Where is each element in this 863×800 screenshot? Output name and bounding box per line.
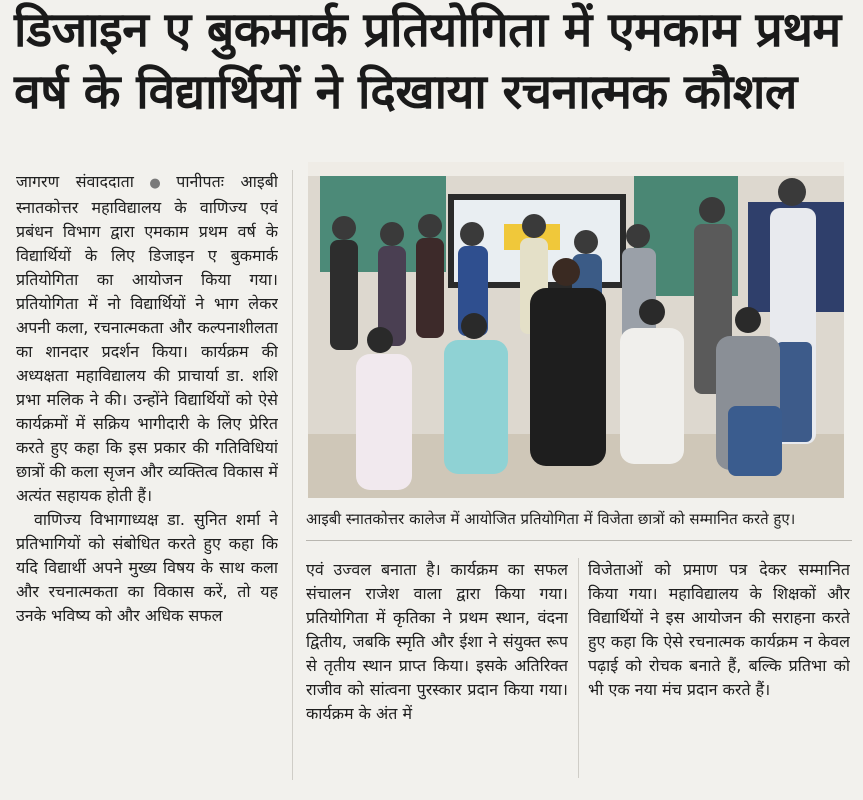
column-divider [292, 170, 293, 780]
article-column-right: विजेताओं को प्रमाण पत्र देकर सम्मानित किया गया। महाविद्यालय के शिक्षकों और विद्यार्थियों ने इस आयोजन की सराहना करते हुए कहा कि ऐसे रचनात्मक कार्यक्रम न केवल पढ़ाई को रोचक बनाते हैं, बल्कि प्रतिभा को भी एक नया मंच प्रदान करते हैं। [588, 560, 850, 699]
photo-caption: आइबी स्नातकोत्तर कालेज में आयोजित प्रतियोगिता में विजेता छात्रों को सम्मानित करते हुए। [306, 510, 796, 528]
article-paragraph-1 [16, 170, 278, 508]
byline-reporter: जागरण संवाददाता [16, 172, 134, 191]
caption-divider [306, 540, 852, 541]
byline-place: पानीपतः [176, 172, 224, 191]
group-photo-illustration [308, 162, 844, 498]
article-paragraph-2: वाणिज्य विभागाध्यक्ष डा. सुनित शर्मा ने प्रतिभागियों को संबोधित करते हुए कहा कि यदि विद्यार्थी अपने मुख्य विषय के साथ कला और रचनात्मकता का विकास करें, तो यह उनके भविष्य को और अधिक सफल [16, 510, 278, 625]
headline-line-1: डिजाइन ए बुकमार्क प्रतियोगिता में एमकाम प्रथम [14, 2, 841, 58]
article-photo [308, 162, 844, 498]
article-column-left [16, 170, 278, 780]
column-divider-2 [578, 558, 579, 778]
article-column-middle: एवं उज्वल बनाता है। कार्यक्रम का सफल संचालन राजेश वाला द्वारा किया गया। प्रतियोगिता में कृतिका ने प्रथम स्थान, वंदना द्वितीय, जबकि स्मृति और ईशा ने संयुक्त रूप से तृतीय स्थान प्राप्त किया। इसके अतिरिक्त राजीव को सांत्वना पुरस्कार प्रदान किया गया। कार्यक्रम के अंत में [306, 560, 568, 723]
byline-bullet-icon: ● [137, 176, 173, 191]
article-paragraph-1-text: आइबी स्नातकोत्तर महाविद्यालय के वाणिज्य एवं प्रबंधन विभाग द्वारा एमकाम प्रथम वर्ष के विद्यार्थियों के लिए डिजाइन ए बुकमार्क प्रतियोगिता का आयोजन किया गया। प्रतियोगिता में नो विद्यार्थियों ने भाग लेकर अपनी कला, रचनात्मकता और कल्पनाशीलता का शानदार प्रदर्शन किया। कार्यक्रम की अध्यक्षता महाविद्यालय की प्राचार्या डा. शशि प्रभा मलिक ने की। उन्होंने विद्यार्थियों को ऐसे कार्यक्रमों में सक्रिय भागीदारी के लिए प्रेरित करते हुए कहा कि इस प्रकार की गतिविधियां छात्रों की कला सृजन और व्यक्तित्व विकास में अत्यंत सहायक होती हैं। [16, 172, 278, 505]
headline-line-2: वर्ष के विद्यार्थियों ने दिखाया रचनात्मक कौशल [14, 64, 797, 120]
headline [14, 2, 854, 120]
